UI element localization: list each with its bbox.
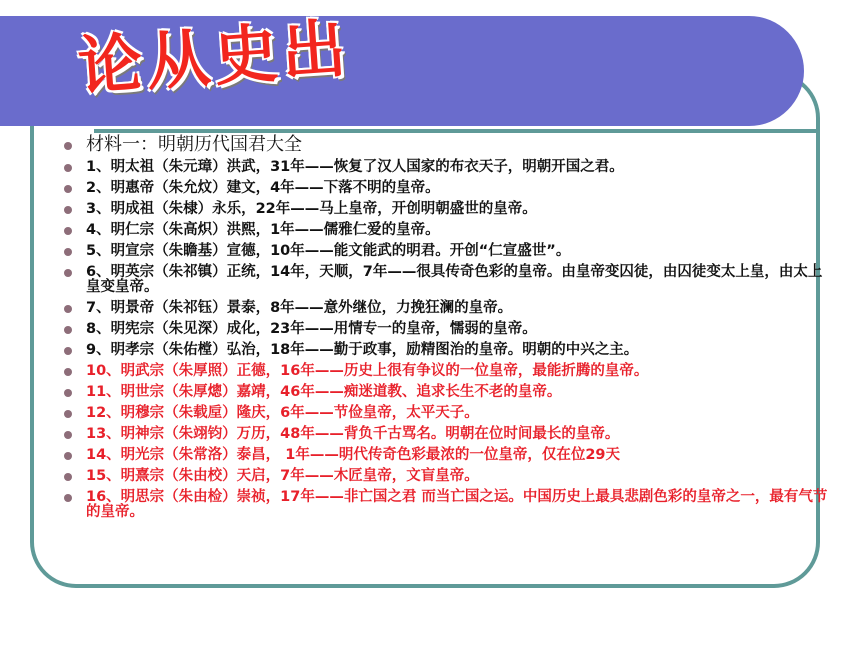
list-heading	[64, 134, 834, 156]
bullet-icon	[64, 305, 72, 313]
list-item-text: 2、明惠帝（朱允炆）建文，4年——下落不明的皇帝。	[86, 180, 440, 196]
list-item	[64, 490, 834, 520]
list-item-text: 10、明武宗（朱厚照）正德，16年——历史上很有争议的一位皇帝，最能折腾的皇帝。	[86, 363, 649, 379]
list-item	[64, 427, 834, 442]
bullet-icon	[64, 269, 72, 277]
bullet-icon	[64, 368, 72, 376]
list-item-text: 11、明世宗（朱厚熜）嘉靖，46年——痴迷道教、追求长生不老的皇帝。	[86, 384, 562, 400]
list-item-text: 14、明光宗（朱常洛）泰昌， 1年——明代传奇色彩最浓的一位皇帝，仅在位29天	[86, 447, 620, 463]
list-item-text: 1、明太祖（朱元璋）洪武，31年——恢复了汉人国家的布衣天子，明朝开国之君。	[86, 159, 624, 175]
list-item	[64, 469, 834, 484]
page-title: 论从史出	[75, 12, 353, 105]
list-item	[64, 364, 834, 379]
bullet-icon	[64, 410, 72, 418]
bullet-icon	[64, 227, 72, 235]
bullet-icon	[64, 389, 72, 397]
list-item	[64, 223, 834, 238]
list-item	[64, 385, 834, 400]
bullet-icon	[64, 473, 72, 481]
list-item-text: 12、明穆宗（朱载垕）隆庆，6年——节俭皇帝，太平天子。	[86, 405, 479, 421]
bullet-icon	[64, 206, 72, 214]
bullet-icon	[64, 142, 72, 150]
list-item-text: 3、明成祖（朱棣）永乐，22年——马上皇帝，开创明朝盛世的皇帝。	[86, 201, 537, 217]
bullet-icon	[64, 248, 72, 256]
bullet-icon	[64, 326, 72, 334]
list-item-text: 4、明仁宗（朱高炽）洪熙，1年——儒雅仁爱的皇帝。	[86, 222, 440, 238]
bullet-icon	[64, 164, 72, 172]
heading-text: 材料一：明朝历代国君大全	[86, 134, 302, 155]
content-list	[64, 134, 834, 526]
list-item	[64, 202, 834, 217]
list-item	[64, 160, 834, 175]
list-item	[64, 265, 834, 295]
list-item	[64, 406, 834, 421]
bullet-icon	[64, 452, 72, 460]
bullet-icon	[64, 185, 72, 193]
bullet-icon	[64, 431, 72, 439]
list-item	[64, 244, 834, 259]
list-item-text: 6、明英宗（朱祁镇）正统，14年，天顺，7年——很具传奇色彩的皇帝。由皇帝变囚徒，由囚徒变太上皇，由太上皇变皇帝。	[86, 264, 823, 295]
list-item	[64, 448, 834, 463]
bullet-icon	[64, 347, 72, 355]
list-item	[64, 181, 834, 196]
list-item-text: 5、明宣宗（朱瞻基）宣德，10年——能文能武的明君。开创“仁宣盛世”。	[86, 243, 571, 259]
list-item	[64, 343, 834, 358]
bullet-icon	[64, 494, 72, 502]
list-item-text: 7、明景帝（朱祁钰）景泰，8年——意外继位，力挽狂澜的皇帝。	[86, 300, 513, 316]
list-item-text: 9、明孝宗（朱佑樘）弘治，18年——勤于政事，励精图治的皇帝。明朝的中兴之主。	[86, 342, 639, 358]
list-item-text: 13、明神宗（朱翊钧）万历，48年——背负千古骂名。明朝在位时间最长的皇帝。	[86, 426, 620, 442]
list-item-text: 16、明思宗（朱由检）崇祯，17年——非亡国之君 而当亡国之运。中国历史上最具悲剧色彩的皇帝之一，最有气节的皇帝。	[86, 489, 828, 520]
list-item-text: 8、明宪宗（朱见深）成化，23年——用情专一的皇帝，懦弱的皇帝。	[86, 321, 537, 337]
list-item	[64, 322, 834, 337]
list-item	[64, 301, 834, 316]
list-item-text: 15、明熹宗（朱由校）天启，7年——木匠皇帝，文盲皇帝。	[86, 468, 479, 484]
title-underline	[94, 129, 820, 133]
